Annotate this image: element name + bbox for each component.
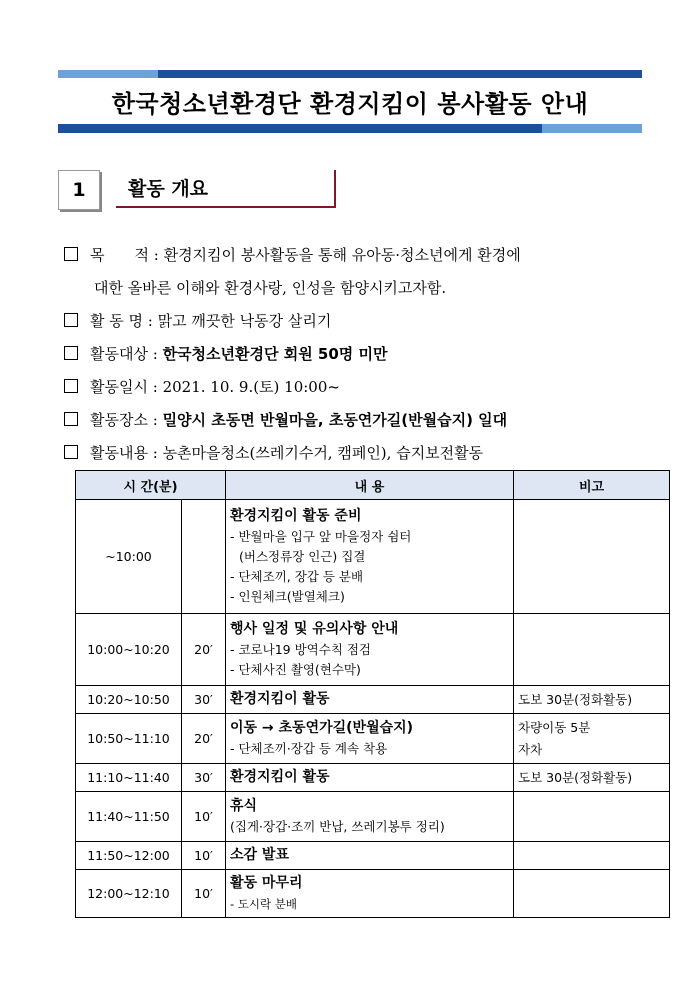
cell-content [226,792,514,842]
table-row [76,842,670,870]
row-sub: (버스정류장 인근) 집결 [239,549,366,564]
cell-content [226,870,514,918]
title-bottom-rule-accent [542,124,642,133]
item-label: 활동대상 [90,345,148,363]
cell-content [226,764,514,792]
cell-note [514,764,670,792]
row-title: 행사 일정 및 유의사항 안내 [230,621,399,637]
header-time: 시 간(분) [76,471,226,500]
cell-time: 10:20~10:50 [76,686,182,714]
item-target: 활동대상 : 한국청소년환경단 회원 50명 미만 [64,343,387,364]
cell-duration: 20′ [182,714,226,764]
cell-note [514,842,670,870]
item-purpose-continued [94,277,446,298]
cell-content [226,614,514,686]
checkbox-icon [64,313,78,327]
table-header-row [76,471,670,500]
row-title: 환경지킴이 활동 준비 [230,508,362,524]
row-note: 차량이동 5분 [518,719,591,735]
cell-time: 12:00~12:10 [76,870,182,918]
cell-note [514,714,670,764]
row-title: 휴식 [230,798,258,814]
item-label: 활 동 명 [90,312,144,330]
row-note: 자차 [518,741,543,757]
table-row [76,764,670,792]
item-place: 활동장소 : 밀양시 초동면 반월마을, 초동연가길(반월습지) 일대 [64,409,507,430]
item-value: 환경지킴이 봉사활동을 통해 유아동·청소년에게 환경에 [163,246,521,264]
table-row [76,714,670,764]
header-content: 내 용 [226,471,514,500]
cell-content [226,686,514,714]
cell-time: 11:50~12:00 [76,842,182,870]
item-value-cont: 대한 올바른 이해와 환경사랑, 인성을 함양시키고자함. [94,279,447,297]
item-value: 밀양시 초동면 반월마을, 초동연가길(반월습지) 일대 [162,411,508,429]
section-number: 1 [58,170,100,210]
row-sub: - 단체조끼·장갑 등 계속 착용 [230,741,388,756]
checkbox-icon [64,445,78,459]
schedule-table [75,470,670,918]
cell-time: ~10:00 [76,500,182,614]
item-purpose: 목 적 : 환경지킴이 봉사활동을 통해 유아동·청소년에게 환경에 [64,244,521,265]
item-value: 농촌마을청소(쓰레기수거, 캠페인), 습지보전활동 [162,444,484,462]
cell-duration: 30′ [182,686,226,714]
cell-note [514,500,670,614]
row-sub: (집게·장갑·조끼 반납, 쓰레기봉투 정리) [230,819,445,834]
table-row [76,792,670,842]
item-label: 활동일시 [90,378,148,396]
row-sub: - 단체조끼, 장갑 등 분배 [230,569,364,584]
cell-note [514,792,670,842]
row-sub: - 단체사진 촬영(현수막) [230,662,361,677]
checkbox-icon [64,247,78,261]
cell-note [514,686,670,714]
item-label: 활동장소 [90,411,148,429]
table-row [76,500,670,614]
cell-time: 11:40~11:50 [76,792,182,842]
cell-note [514,614,670,686]
row-sub: - 반월마을 입구 앞 마을정자 쉼터 [230,529,412,544]
row-title: 환경지킴이 활동 [230,691,330,707]
checkbox-icon [64,346,78,360]
item-content: 활동내용 : 농촌마을청소(쓰레기수거, 캠페인), 습지보전활동 [64,442,483,463]
title-top-rule-accent [58,70,158,78]
row-title: 이동 → 초동연가길(반월습지) [230,720,414,736]
row-title: 활동 마무리 [230,875,303,891]
cell-content [226,500,514,614]
row-sub: - 인원체크(발열체크) [230,589,345,604]
cell-time: 10:00~10:20 [76,614,182,686]
row-title: 환경지킴이 활동 [230,769,330,785]
row-note: 도보 30분(정화활동) [518,691,633,707]
row-title: 소감 발표 [230,847,289,863]
page-title: 한국청소년환경단 환경지킴이 봉사활동 안내 [111,90,589,118]
cell-content [226,842,514,870]
cell-duration: 30′ [182,764,226,792]
item-activity-name: 활 동 명 : 맑고 깨끗한 낙동강 살리기 [64,310,331,331]
item-label: 목 적 [90,246,149,264]
row-note: 도보 30분(정화활동) [518,769,633,785]
item-value: 맑고 깨끗한 낙동강 살리기 [157,312,332,330]
cell-duration [182,500,226,614]
cell-time: 10:50~11:10 [76,714,182,764]
cell-duration: 20′ [182,614,226,686]
item-label: 활동내용 [90,444,148,462]
row-sub: - 도시락 분배 [230,897,298,911]
cell-time: 11:10~11:40 [76,764,182,792]
table-row [76,686,670,714]
cell-note [514,870,670,918]
checkbox-icon [64,412,78,426]
cell-content [226,714,514,764]
item-value: 2021. 10. 9.(토) 10:00~ [162,378,340,396]
item-datetime: 활동일시 : 2021. 10. 9.(토) 10:00~ [64,376,340,397]
item-value: 한국청소년환경단 회원 50명 미만 [162,345,388,363]
cell-duration: 10′ [182,792,226,842]
table-row [76,614,670,686]
cell-duration: 10′ [182,870,226,918]
row-sub: - 코로나19 방역수칙 점검 [230,642,372,657]
section-title: 활동 개요 [116,170,336,208]
cell-duration: 10′ [182,842,226,870]
checkbox-icon [64,379,78,393]
table-row [76,870,670,918]
header-note: 비고 [514,471,670,500]
